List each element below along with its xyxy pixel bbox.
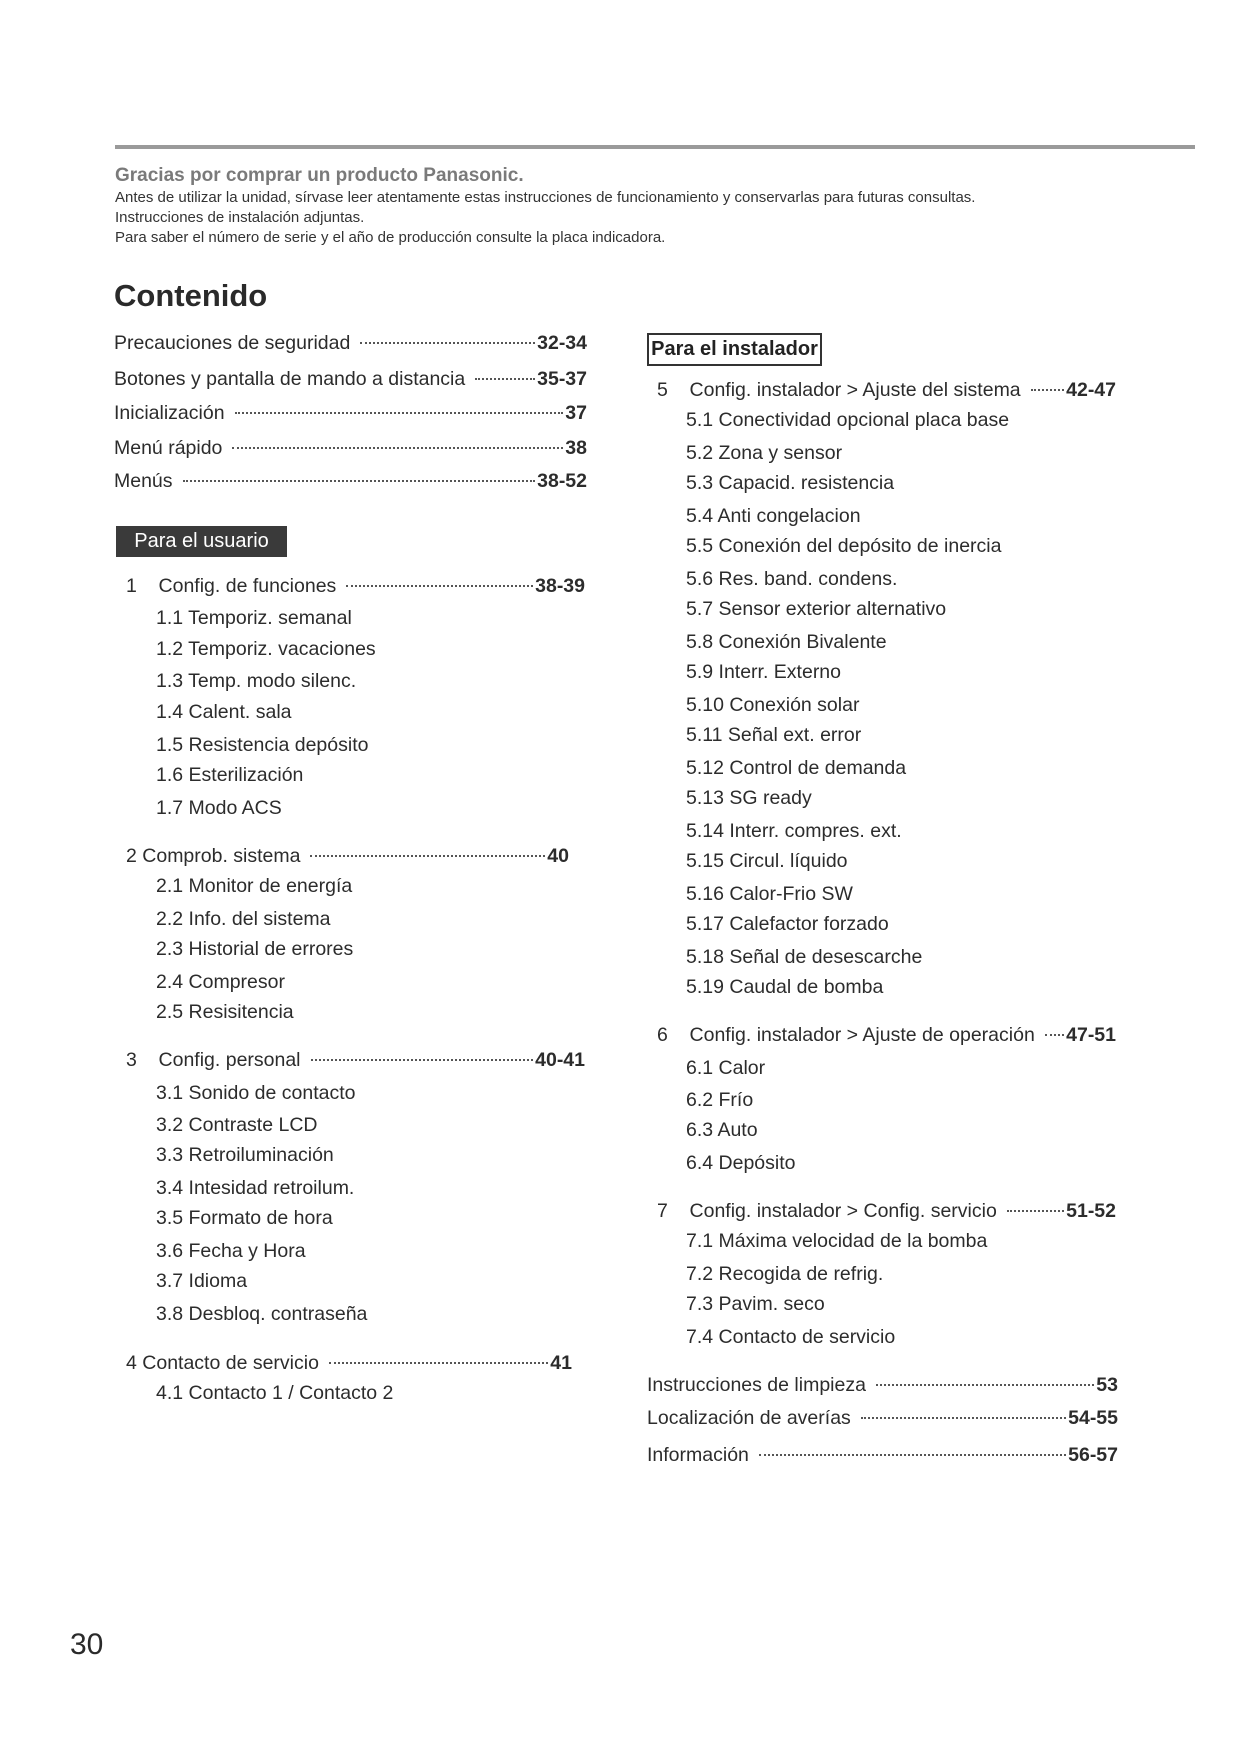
dot-leader (876, 1384, 1094, 1386)
user-section-badge: Para el usuario (116, 526, 287, 557)
dot-leader (759, 1454, 1066, 1456)
toc-section-2[interactable] (126, 843, 569, 869)
toc-subitem[interactable]: 3.5 Formato de hora (156, 1207, 333, 1229)
toc-subitem[interactable]: 1.2 Temporiz. vacaciones (156, 638, 376, 660)
dot-leader (232, 447, 563, 449)
intro-heading: Gracias por comprar un producto Panasonic. (115, 165, 524, 186)
toc-entry-page: 54-55 (1068, 1407, 1118, 1429)
toc-section-5[interactable] (657, 377, 1116, 403)
toc-subitem[interactable]: 5.11 Señal ext. error (686, 724, 862, 746)
toc-entry-label: Información (647, 1444, 749, 1466)
toc-entry-informacion[interactable] (647, 1442, 1118, 1468)
toc-subitem[interactable]: 5.9 Interr. Externo (686, 661, 842, 683)
toc-section-4[interactable] (126, 1350, 572, 1376)
toc-subitem[interactable]: 3.3 Retroiluminación (156, 1144, 334, 1166)
toc-subitem[interactable]: 3.8 Desbloq. contraseña (156, 1303, 368, 1325)
toc-subitem[interactable]: 5.3 Capacid. resistencia (686, 472, 895, 494)
toc-subitem[interactable]: 7.2 Recogida de refrig. (686, 1263, 884, 1285)
toc-subitem[interactable]: 2.5 Resisitencia (156, 1001, 294, 1023)
toc-entry-label: 1 Config. de funciones (126, 575, 337, 597)
toc-entry-page: 47-51 (1066, 1024, 1116, 1046)
toc-entry-label: Precauciones de seguridad (114, 332, 351, 354)
toc-subitem[interactable]: 3.7 Idioma (156, 1270, 248, 1292)
toc-entry-page: 51-52 (1066, 1200, 1116, 1222)
toc-subitem[interactable]: 6.1 Calor (686, 1057, 766, 1079)
dot-leader (1007, 1210, 1064, 1212)
toc-entry-label: Localización de averías (647, 1407, 851, 1429)
toc-subitem[interactable]: 6.4 Depósito (686, 1152, 796, 1174)
dot-leader (346, 585, 533, 587)
toc-subitem[interactable]: 7.4 Contacto de servicio (686, 1326, 896, 1348)
toc-subitem[interactable]: 2.2 Info. del sistema (156, 908, 331, 930)
toc-entry-label: Menús (114, 470, 173, 492)
toc-entry-label: 6 Config. instalador > Ajuste de operación (657, 1024, 1035, 1046)
dot-leader (1045, 1034, 1064, 1036)
toc-subitem[interactable]: 5.1 Conectividad opcional placa base (686, 409, 1010, 431)
toc-entry-inicializacion[interactable] (114, 400, 587, 426)
toc-entry-page: 38-39 (535, 575, 585, 597)
toc-subitem[interactable]: 1.4 Calent. sala (156, 701, 292, 723)
toc-entry-label: Botones y pantalla de mando a distancia (114, 368, 466, 390)
toc-subitem[interactable]: 5.6 Res. band. condens. (686, 568, 898, 590)
toc-section-7[interactable] (657, 1198, 1116, 1224)
toc-subitem[interactable]: 1.6 Esterilización (156, 764, 304, 786)
toc-entry-page: 35-37 (537, 368, 587, 390)
toc-subitem[interactable]: 3.1 Sonido de contacto (156, 1082, 356, 1104)
dot-leader (329, 1362, 548, 1364)
toc-entry-page: 42-47 (1066, 379, 1116, 401)
toc-entry-page: 53 (1096, 1374, 1118, 1396)
toc-entry-page: 38 (565, 437, 587, 459)
toc-entry-label: 2 Comprob. sistema (126, 845, 301, 867)
contents-title: Contenido (114, 278, 268, 313)
toc-entry-label: Inicialización (114, 402, 225, 424)
toc-subitem[interactable]: 2.3 Historial de errores (156, 938, 354, 960)
toc-entry-page: 37 (565, 402, 587, 424)
toc-entry-label: 7 Config. instalador > Config. servicio (657, 1200, 997, 1222)
toc-entry-page: 40 (547, 845, 569, 867)
toc-subitem[interactable]: 1.5 Resistencia depósito (156, 734, 369, 756)
toc-section-1[interactable] (126, 573, 585, 599)
toc-entry-averias[interactable] (647, 1405, 1118, 1431)
toc-subitem[interactable]: 7.3 Pavim. seco (686, 1293, 825, 1315)
dot-leader (360, 342, 535, 344)
dot-leader (235, 412, 564, 414)
toc-entry-precauciones[interactable] (114, 330, 587, 356)
toc-section-3[interactable] (126, 1047, 585, 1073)
toc-subitem[interactable]: 2.1 Monitor de energía (156, 875, 353, 897)
toc-entry-page: 56-57 (1068, 1444, 1118, 1466)
dot-leader (310, 855, 545, 857)
intro-line: Antes de utilizar la unidad, sírvase leer atentamente estas instrucciones de funcionamiento y conservarlas para futuras consultas. (115, 189, 976, 206)
toc-subitem[interactable]: 5.8 Conexión Bivalente (686, 631, 887, 653)
toc-subitem[interactable]: 5.17 Calefactor forzado (686, 913, 889, 935)
toc-subitem[interactable]: 5.4 Anti congelacion (686, 505, 861, 527)
toc-subitem[interactable]: 5.18 Señal de desescarche (686, 946, 923, 968)
toc-subitem[interactable]: 6.3 Auto (686, 1119, 758, 1141)
toc-entry-menu-rapido[interactable] (114, 435, 587, 461)
top-divider (115, 145, 1195, 149)
toc-subitem[interactable]: 5.12 Control de demanda (686, 757, 907, 779)
toc-subitem[interactable]: 3.4 Intesidad retroilum. (156, 1177, 355, 1199)
toc-entry-label: 4 Contacto de servicio (126, 1352, 319, 1374)
toc-subitem[interactable]: 5.5 Conexión del depósito de inercia (686, 535, 1002, 557)
dot-leader (311, 1059, 534, 1061)
toc-subitem[interactable]: 3.2 Contraste LCD (156, 1114, 318, 1136)
toc-entry-label: 3 Config. personal (126, 1049, 301, 1071)
toc-subitem[interactable]: 5.15 Circul. líquido (686, 850, 848, 872)
toc-subitem[interactable]: 1.1 Temporiz. semanal (156, 607, 352, 629)
installer-section-badge: Para el instalador (647, 333, 822, 366)
toc-subitem[interactable]: 5.14 Interr. compres. ext. (686, 820, 902, 842)
toc-entry-page: 38-52 (537, 470, 587, 492)
intro-line: Para saber el número de serie y el año de producción consulte la placa indicadora. (115, 229, 666, 246)
toc-entry-limpieza[interactable] (647, 1372, 1118, 1398)
toc-entry-menus[interactable] (114, 468, 587, 494)
toc-subitem[interactable]: 2.4 Compresor (156, 971, 285, 993)
toc-subitem[interactable]: 7.1 Máxima velocidad de la bomba (686, 1230, 988, 1252)
intro-line: Instrucciones de instalación adjuntas. (115, 209, 365, 226)
dot-leader (475, 378, 535, 380)
toc-entry-page: 41 (550, 1352, 572, 1374)
toc-section-6[interactable] (657, 1022, 1116, 1048)
toc-subitem[interactable]: 5.10 Conexión solar (686, 694, 860, 716)
toc-subitem[interactable]: 6.2 Frío (686, 1089, 754, 1111)
toc-entry-label: Menú rápido (114, 437, 223, 459)
toc-subitem[interactable]: 5.16 Calor-Frio SW (686, 883, 853, 905)
toc-entry-page: 32-34 (537, 332, 587, 354)
intro-block (115, 164, 1195, 248)
toc-subitem[interactable]: 5.13 SG ready (686, 787, 812, 809)
toc-subitem[interactable]: 1.7 Modo ACS (156, 797, 282, 819)
toc-subitem[interactable]: 5.19 Caudal de bomba (686, 976, 884, 998)
toc-entry-label: 5 Config. instalador > Ajuste del sistema (657, 379, 1021, 401)
toc-subitem[interactable]: 5.7 Sensor exterior alternativo (686, 598, 947, 620)
dot-leader (1031, 389, 1064, 391)
toc-entry-label: Instrucciones de limpieza (647, 1374, 866, 1396)
dot-leader (861, 1417, 1066, 1419)
toc-subitem[interactable]: 5.2 Zona y sensor (686, 442, 843, 464)
dot-leader (183, 480, 536, 482)
toc-entry-botones[interactable] (114, 366, 587, 392)
toc-subitem[interactable]: 4.1 Contacto 1 / Contacto 2 (156, 1382, 394, 1404)
toc-entry-page: 40-41 (535, 1049, 585, 1071)
toc-subitem[interactable]: 1.3 Temp. modo silenc. (156, 670, 357, 692)
toc-subitem[interactable]: 3.6 Fecha y Hora (156, 1240, 306, 1262)
page-number: 30 (70, 1628, 104, 1661)
